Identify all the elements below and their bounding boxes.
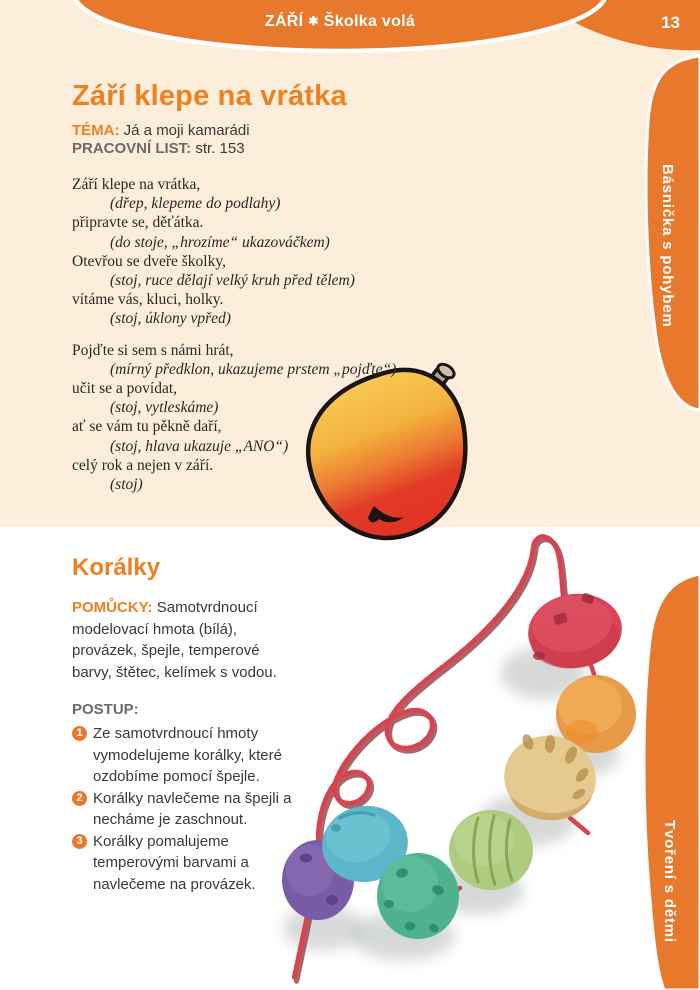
poem-line: vítáme vás, kluci, holky. xyxy=(72,291,224,309)
poem-line: ať se vám tu pěkně daří, xyxy=(72,418,222,436)
poem-text xyxy=(72,175,452,494)
bead-teal xyxy=(377,853,459,939)
poem-direction: (stoj, hlava ukazuje „ANO“) xyxy=(110,437,289,455)
step-item xyxy=(72,788,294,831)
tema-label: TÉMA: xyxy=(72,122,120,139)
poem-stanza xyxy=(72,341,452,495)
poem-direction: (stoj) xyxy=(110,476,143,494)
poem-section xyxy=(72,80,452,494)
poem-direction: (stoj, úklony vpřed) xyxy=(110,310,231,328)
poem-direction: (stoj, vytleskáme) xyxy=(110,399,219,417)
steps-list xyxy=(72,723,294,895)
step-number-badge: 2 xyxy=(72,791,87,806)
poem-direction: (dřep, klepeme do podlahy) xyxy=(110,195,281,213)
header-title xyxy=(140,13,540,31)
poem-line: Pojďte si sem s námi hrát, xyxy=(72,341,234,359)
worksheet-label: PRACOVNÍ LIST: xyxy=(72,140,192,157)
step-number-badge: 3 xyxy=(72,834,87,849)
step-text: Ze samotvrdnoucí hmoty vymodelujeme korálky, které ozdobíme pomocí špejle. xyxy=(93,725,282,785)
pomucky-text: Samotvrdnoucí modelovací hmota (bílá), provázek, špejle, temperové barvy, štětec, kelímek s vodou. xyxy=(72,599,277,681)
poem-stanza xyxy=(72,175,452,329)
step-text: Korálky pomalujeme temperovými barvami a navlečeme na provázek. xyxy=(93,832,256,893)
craft-section xyxy=(72,554,294,895)
craft-title: Korálky xyxy=(72,554,161,581)
header-section: Školka volá xyxy=(323,13,416,30)
tema-line xyxy=(72,122,452,140)
pomucky-label: POMŮCKY: xyxy=(72,599,153,616)
poem-direction: (mírný předklon, ukazujeme prstem „pojďte“) xyxy=(110,360,397,378)
page-title: Září klepe na vrátka xyxy=(72,80,347,112)
pomucky-paragraph xyxy=(72,597,294,683)
worksheet-value: str. 153 xyxy=(195,140,245,157)
step-text: Korálky navlečeme na špejli a necháme je zaschnout. xyxy=(93,789,292,828)
step-item xyxy=(72,723,294,788)
side-tab-basnicka[interactable]: Básnička s pohybem xyxy=(659,164,676,328)
header-month: ZÁŘÍ xyxy=(264,13,304,30)
worksheet-line xyxy=(72,140,452,158)
poem-direction: (stoj, ruce dělají velký kruh před tělem) xyxy=(110,272,355,290)
poem-line: celý rok a nejen v září. xyxy=(72,456,214,474)
poem-line: Září klepe na vrátka, xyxy=(72,176,201,193)
poem-line: učit se a povídat, xyxy=(72,380,178,398)
page-number: 13 xyxy=(661,13,680,32)
postup-label: POSTUP: xyxy=(72,701,139,718)
bead-green xyxy=(449,810,533,890)
tema-value: Já a moji kamarádi xyxy=(123,122,250,139)
flower-icon: ✱ xyxy=(308,14,319,28)
poem-line: připravte se, děťátka. xyxy=(72,214,204,232)
step-number-badge: 1 xyxy=(72,726,87,741)
side-tab-tvoreni[interactable]: Tvoření s dětmi xyxy=(661,820,678,943)
step-item xyxy=(72,831,294,896)
poem-line: Otevřou se dveře školky, xyxy=(72,252,226,270)
poem-direction: (do stoje, „hrozíme“ ukazováčkem) xyxy=(110,233,330,251)
